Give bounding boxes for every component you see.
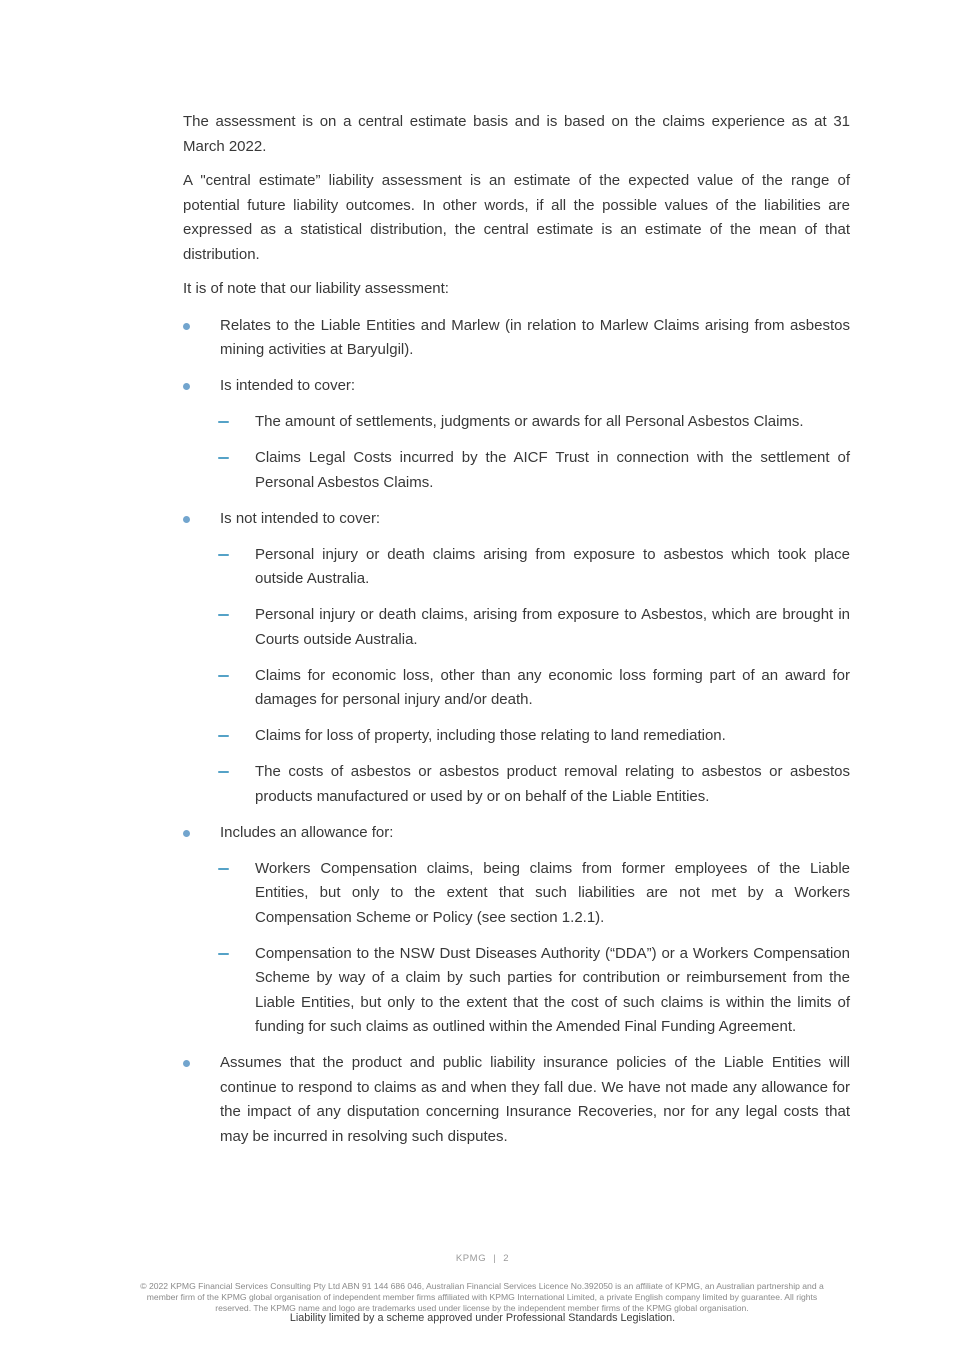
dash-icon — [218, 543, 255, 592]
bullet-icon — [183, 314, 220, 363]
list-item — [183, 1051, 850, 1149]
sub-list-item — [218, 760, 850, 809]
sub-list-item-text: Claims for economic loss, other than any economic loss forming part of an award for damages for personal injury and/or death. — [255, 666, 850, 708]
sub-list-item-text: Compensation to the NSW Dust Diseases Authority (“DDA”) or a Workers Compensation Scheme by way of a claim by such parties for contribution or reimbursement from the Liable Entities, but only to the extent that the cost of such claims is within the limits of funding for such claims as outlined within the Amended Final Funding Agreement. — [255, 944, 850, 1035]
copyright-notice: © 2022 KPMG Financial Services Consulting Pty Ltd ABN 91 144 686 046, Australian Financial Services Licence No.392050 is an affiliate of KPMG, an Australian partnership and a member firm of the KPMG global organisation of independent member firms affiliated with KPMG International Limited, a private English company limited by guarantee. All rights reserved. The KPMG name and logo are trademarks used under license by the independent member firms of the KPMG global organisation. — [140, 1281, 824, 1313]
sub-list-item — [218, 857, 850, 931]
list-item-text: Includes an allowance for: — [220, 823, 394, 841]
sub-list-item — [218, 410, 850, 435]
list-item-text: Is intended to cover: — [220, 377, 356, 394]
dash-icon — [218, 724, 255, 749]
bullet-icon — [183, 821, 220, 846]
footer-brand-label: KPMG — [455, 1253, 487, 1264]
sub-list-item-text: Claims Legal Costs incurred by the AICF Trust in connection with the settlement of Personal Asbestos Claims. — [255, 449, 850, 491]
dash-icon — [218, 857, 255, 931]
footer-separator: | — [493, 1253, 497, 1264]
sub-list-item — [218, 724, 850, 749]
sub-list-item-text: Personal injury or death claims arising from exposure to asbestos which took place outside Australia. — [255, 545, 850, 587]
list-item — [183, 374, 850, 399]
bullet-icon — [183, 507, 220, 532]
document-content — [183, 110, 850, 1161]
sub-list-item — [218, 603, 850, 652]
bullet-list — [183, 314, 850, 1150]
sub-list-item — [218, 942, 850, 1040]
paragraph-list-intro: It is of note that our liability assessment: — [183, 280, 449, 297]
page-footer — [0, 1253, 965, 1264]
page-number: 2 — [503, 1253, 510, 1264]
sub-list-item-text: Personal injury or death claims, arising from exposure to Asbestos, which are brought in Courts outside Australia. — [255, 606, 850, 648]
sub-list-item — [218, 543, 850, 592]
list-item — [183, 507, 850, 532]
list-item — [183, 821, 850, 846]
sub-list-item — [218, 664, 850, 713]
dash-icon — [218, 603, 255, 652]
sub-list-item-text: Workers Compensation claims, being claims from former employees of the Liable Entities, but only to the extent that such liabilities are not met by a Workers Compensation Scheme or Policy (see section 1.2.1). — [255, 859, 850, 926]
list-item-text: Assumes that the product and public liability insurance policies of the Liable Entities will continue to respond to claims as and when they fall due. We have not made any allowance for the impact of any disputation concerning Insurance Recoveries, nor for any legal costs that may be incurred in resolving such disputes. — [220, 1054, 850, 1145]
dash-icon — [218, 760, 255, 809]
paragraph-assessment-basis: The assessment is on a central estimate basis and is based on the claims experience as at 31 March 2022. — [183, 113, 850, 155]
bullet-icon — [183, 1051, 220, 1149]
list-item-text: Is not intended to cover: — [220, 509, 381, 527]
list-item — [183, 314, 850, 363]
dash-icon — [218, 664, 255, 713]
sub-list-item — [218, 446, 850, 495]
paragraph-central-estimate-definition: A "central estimate” liability assessment is an estimate of the expected value of the range of potential future liability outcomes. In other words, if all the possible values of the liabilities are expressed as a statistical distribution, the central estimate is an estimate of the mean of that distribution. — [183, 172, 850, 263]
dash-icon — [218, 942, 255, 1040]
liability-statement: Liability limited by a scheme approved under Professional Standards Legislation. — [289, 1312, 676, 1324]
bullet-icon — [183, 374, 220, 399]
sub-list-item-text: The amount of settlements, judgments or awards for all Personal Asbestos Claims. — [255, 413, 804, 430]
dash-icon — [218, 410, 255, 435]
sub-list-item-text: The costs of asbestos or asbestos product removal relating to asbestos or asbestos products manufactured or used by or on behalf of the Liable Entities. — [255, 763, 850, 805]
dash-icon — [218, 446, 255, 495]
list-item-text: Relates to the Liable Entities and Marlew (in relation to Marlew Claims arising from asbestos mining activities at Baryulgil). — [220, 316, 850, 358]
sub-list-item-text: Claims for loss of property, including those relating to land remediation. — [255, 727, 726, 744]
